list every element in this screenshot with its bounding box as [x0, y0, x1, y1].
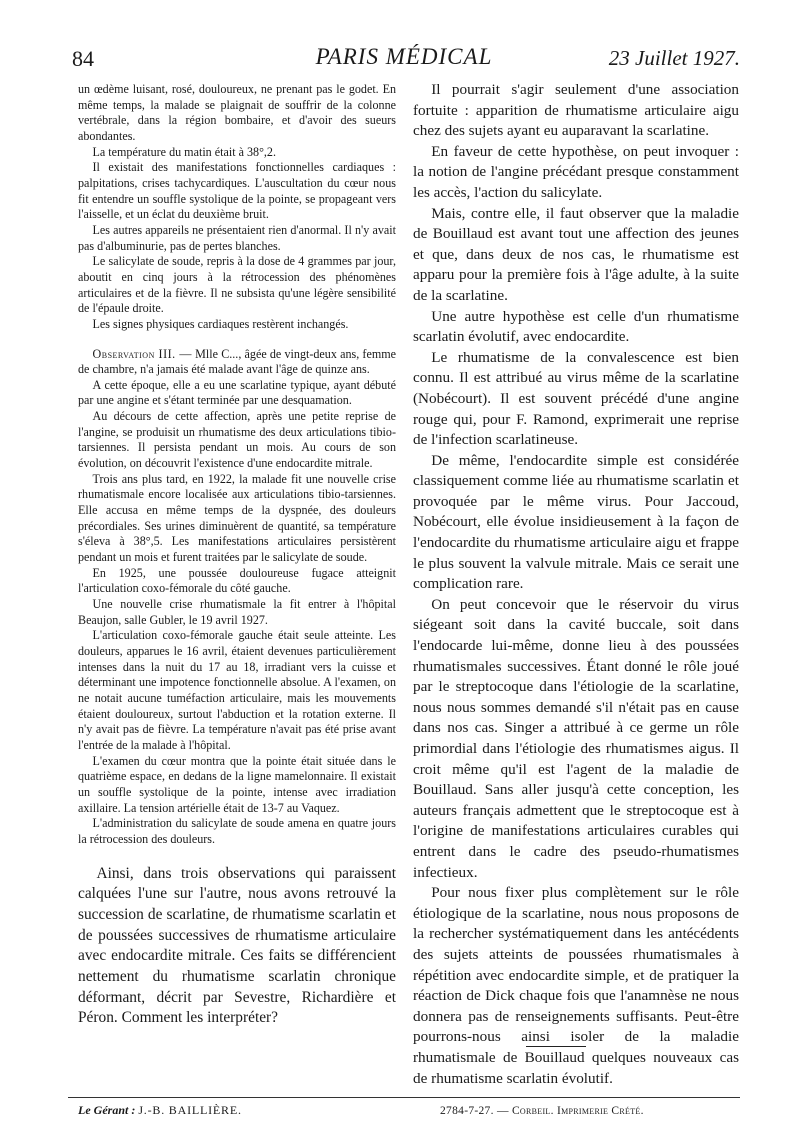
paragraph: Le salicylate de soude, repris à la dose de 4 grammes par jour, aboutit en cinq jours à la rétrocession des phénomènes articulaires et de la fièvre. Il ne subsista qu'une légère sensibilité de l'épaule droite. — [78, 254, 396, 316]
journal-title: PARIS MÉDICAL — [315, 44, 493, 69]
paragraph: A cette époque, elle a eu une scarlatine typique, ayant débuté par une angine et s'étant terminée par une desquamation. — [78, 377, 396, 408]
paragraph: Les autres appareils ne présentaient rien d'anormal. Il n'y avait pas d'albuminurie, pas de pertes blanches. — [78, 222, 396, 253]
paragraph: De même, l'endocardite simple est considérée classiquement comme liée au rhumatisme scarlatin et provoquée par le même virus. Pour Jaccoud, Nobécourt, elle évolue insidieusement à la façon de l'endocardite du rhumatisme articulaire aigu et frappe le plus souvent la valvule mitrale. Mais ce serait une complication rare. — [413, 451, 739, 593]
printer-name: Corbeil. Imprimerie Crété. — [511, 1105, 644, 1117]
manager-name: J.-B. BAILLIÈRE. — [138, 1103, 242, 1117]
paragraph: On peut concevoir que le réservoir du virus siégeant soit dans la cavité buccale, soit dans l'endocarde lui-même, donne lieu à des poussées rhumatismales successives. Étant donné le rôle joué par le streptocoque dans l'étiologie de la scarlatine, nous nous sommes demandé s'il n'était pas en cause dans nos cas. Singer a attribué à ce germe un rôle primordial dans l'étiologie des rhumatismes aigus. Il croit même qu'il est l'agent de la maladie de Bouillaud. Sans aller jusqu'à cette conception, les auteurs français admettent que le streptocoque est à l'origine de manifestations articulaires curables qui entrent dans le cadre des pseudo-rhumatismes infectieux. — [413, 595, 739, 881]
paragraph: L'examen du cœur montra que la pointe était située dans le quatrième espace, en dedans de la ligne mamelonnaire. Il existait un souffle systolique de la pointe, intense avec irradiation axillaire. La tension artérielle était de 13-7 au Vaquez. — [78, 753, 396, 815]
paragraph: La température du matin était à 38°,2. — [92, 144, 277, 159]
paragraph: Il existait des manifestations fonctionnelles cardiaques : palpitations, crises tachycardiques. L'auscultation du cœur nous fit entendre un souffle systolique de la pointe, se propageant vers l'aisselle, et un éclat du deuxième bruit. — [78, 160, 396, 222]
paragraph: L'administration du salicylate de soude amena en quatre jours la rétrocession des douleurs. — [78, 816, 396, 846]
section-divider — [526, 1046, 586, 1047]
right-column — [413, 80, 739, 1089]
print-code: 2784-7-27. — — [440, 1105, 509, 1117]
paragraph: Il pourrait s'agir seulement d'une association fortuite : apparition de rhumatisme articulaire aigu chez des sujets ayant eu auparavant la scarlatine. — [413, 81, 739, 140]
paragraph: Les signes physiques cardiaques restèrent inchangés. — [92, 316, 349, 331]
paragraph: Une nouvelle crise rhumatismale la fit entrer à l'hôpital Beaujon, salle Gubler, le 19 avril 1927. — [78, 597, 396, 627]
manager-label: Le Gérant : — [78, 1103, 136, 1117]
paragraph: Trois ans plus tard, en 1922, la malade fit une nouvelle crise rhumatismale encore localisée aux articulations tibio-tarsiennes. Elle accusa en même temps de la dyspnée, des douleurs précordiales. Ses urines diminuèrent de quantité, sa température s'éleva à 38°,5. Les manifestations articulaires persistèrent pendant un mois et furent traitées par le salicylate de soude. — [78, 471, 396, 565]
observation-intro: Mlle C..., âgée de vingt-deux ans, femme de chambre, n'a jamais été malade avant l'âge de quinze ans. — [78, 346, 397, 377]
closing-paragraph: Ainsi, dans trois observations qui paraissent calquées l'une sur l'autre, nous avons retrouvé la succession de scarlatine, de rhumatisme scarlatin et de poussées successives de rhumatisme articulaire avec endocardite mitrale. Ces faits se différencient nettement du rhumatisme scarlatin chronique déformant, décrit par Sevestre, Richardière et Péron. Comment les interpréter? — [78, 864, 396, 1027]
paragraph: Au décours de cette affection, après une petite reprise de l'angine, se produisit un rhumatisme des deux articulations tibio-tarsiennes. Il persista pendant un mois. Au cours de son évolution, on découvrit l'existence d'une endocardite mitrale. — [78, 409, 396, 471]
observation-label: Observation III. — — [92, 346, 192, 361]
observation-heading — [78, 347, 396, 378]
paragraph: Une autre hypothèse est celle d'un rhumatisme scarlatin évolutif, avec endocardite. — [413, 307, 739, 346]
paragraph: L'articulation coxo-fémorale gauche était seule atteinte. Les douleurs, apparues le 16 avril, étaient devenues particulièrement intenses dans la nuit du 17 au 18, irradiant vers la cuisse et déterminant une impotence fonctionnelle absolue. A l'examen, on ne notait aucune tuméfaction articulaire, mais les mouvements étaient douloureux, surtout l'abduction et la rotation externe. Il n'y avait pas de fièvre. La température n'avait pas été prise avant l'entrée de la malade à l'hôpital. — [78, 628, 396, 752]
page-number: 84 — [72, 46, 94, 71]
left-column — [78, 82, 396, 1029]
footer-rule — [68, 1097, 740, 1098]
footer-printer — [440, 1105, 644, 1117]
paragraph: Le rhumatisme de la convalescence est bien connu. Il est attribué au virus même de la scarlatine (Nobécourt). Il est souvent précédé d'une angine rouge qui, pour F. Ramond, exprimerait une reprise de l'infection scarlatineuse. — [413, 348, 739, 449]
paragraph: En 1925, une poussée douloureuse fugace atteignit l'articulation coxo-fémorale du côté gauche. — [78, 565, 396, 596]
page-header — [68, 42, 740, 72]
issue-date: 23 Juillet 1927. — [608, 46, 740, 70]
paragraph: un œdème luisant, rosé, douloureux, ne prenant pas le godet. En même temps, la malade se plaignait de souffrir de la colonne vertébrale, dans la région bombaire, et d'avoir des sueurs abondantes. — [78, 82, 396, 143]
footer-manager — [78, 1103, 242, 1118]
paragraph: Mais, contre elle, il faut observer que la maladie de Bouillaud est avant tout une affection des jeunes et que, dans deux de nos cas, le rhumatisme est apparu pour la première fois à l'âge adulte, à la suite de la scarlatine. — [413, 204, 739, 304]
paragraph: En faveur de cette hypothèse, on peut invoquer : la notion de l'angine précédant presque constamment les accès, l'action du salicylate. — [413, 142, 739, 201]
paragraph: Pour nous fixer plus complètement sur le rôle étiologique de la scarlatine, nous nous proposons de la rechercher systématiquement dans les antécédents des sujets atteints de poussées rhumatismales à répétition avec endocardite simple, et de pratiquer la réaction de Dick chaque fois que l'anamnèse ne nous donnera pas de renseignements suffisants. Peut-être pourrons-nous ainsi isoler de la maladie rhumatismale de Bouillaud quelques nouveaux cas de rhumatisme scarlatin évolutif. — [413, 884, 739, 1087]
